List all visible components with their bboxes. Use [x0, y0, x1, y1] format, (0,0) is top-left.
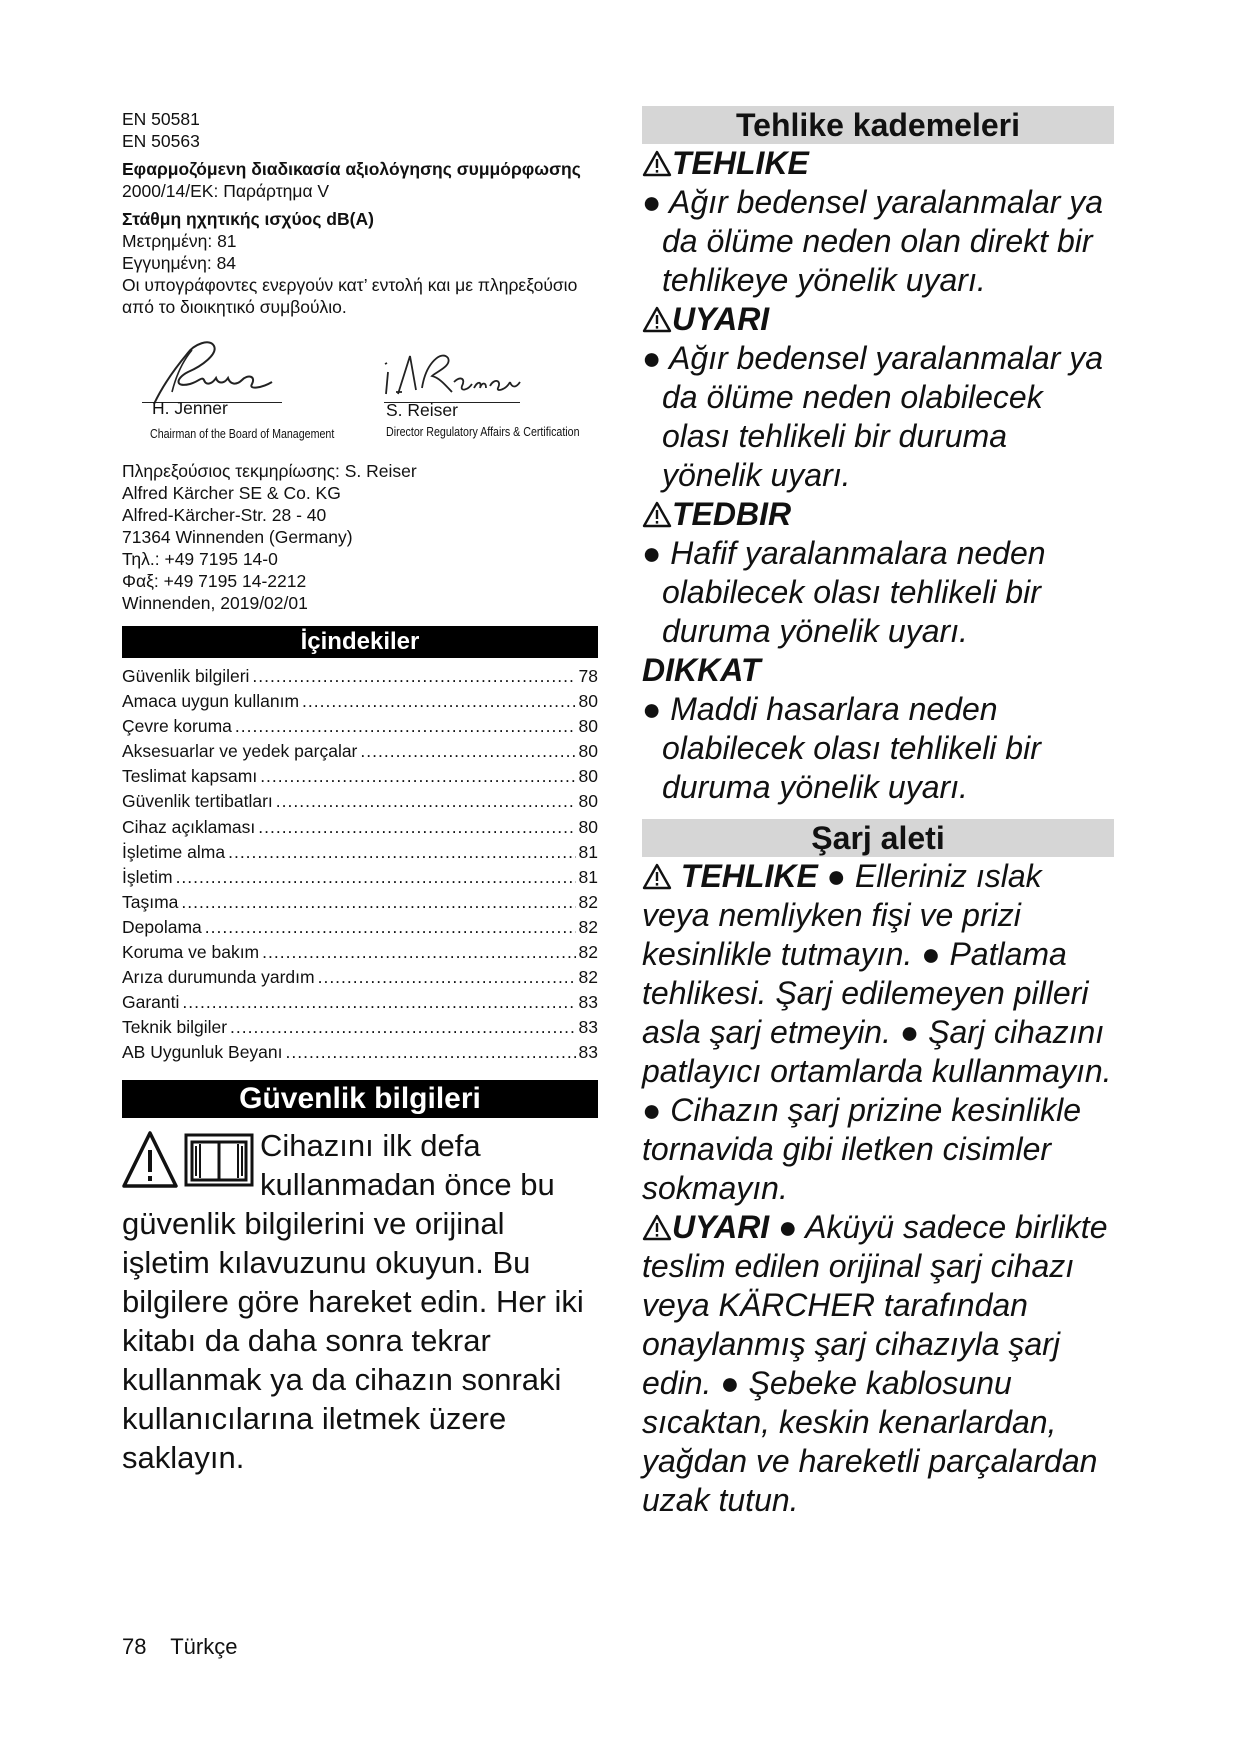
toc-entry-label: Cihaz açıklaması	[122, 816, 256, 837]
toc-leader-dots	[286, 1040, 576, 1065]
charger-warning-label: UYARI	[672, 1209, 770, 1245]
signer-name: H. Jenner	[152, 398, 228, 418]
procedure-heading: Εφαρμοζόμενη διαδικασία αξιολόγησης συμμόρφωσης	[122, 159, 581, 179]
toc-entry[interactable]	[122, 764, 598, 789]
toc-entry[interactable]	[122, 664, 598, 689]
toc-entry[interactable]	[122, 714, 598, 739]
toc-entry-label: Aksesuarlar ve yedek parçalar	[122, 741, 358, 762]
authority-note: Οι υπογράφοντες ενεργούν κατ’ εντολή και με πληρεξούσιο από το διοικητικό συμβούλιο.	[122, 275, 578, 317]
toc-entry[interactable]	[122, 1040, 598, 1065]
toc-entry-label: Güvenlik bilgileri	[122, 666, 250, 686]
toc-entry-label: AB Uygunluk Beyanı	[122, 1042, 283, 1063]
toc-entry-label: İşletim	[122, 866, 173, 887]
toc-entry-label: Taşıma	[122, 891, 179, 912]
toc-entry-page: 80	[578, 716, 598, 737]
toc-leader-dots	[181, 890, 575, 915]
warning-triangle-icon	[642, 863, 672, 890]
signer-name: S. Reiser	[386, 400, 458, 420]
hazard-level-text: Maddi hasarlara neden olabilecek olası tehlikeli bir duruma yönelik uyarı.	[662, 691, 1041, 805]
address-line: Alfred-Kärcher-Str. 28 - 40	[122, 505, 327, 525]
hazard-level-name: TEDBIR	[672, 496, 792, 532]
toc-entry-page: 83	[578, 1042, 598, 1063]
toc-entry[interactable]	[122, 1015, 598, 1040]
toc-entry-page: 82	[578, 916, 598, 937]
toc-entry-page: 78	[578, 666, 598, 686]
standard-line: EN 50563	[122, 131, 200, 151]
toc-leader-dots	[252, 664, 575, 689]
warning-and-manual-icon	[122, 1130, 256, 1190]
charger-warning-text: ● Aküyü sadece birlikte teslim edilen orijinal şarj cihazı veya KÄRCHER tarafından onaylanmış şarj cihazıyla şarj edin. ● Şebeke kablosunu sıcaktan, keskin kenarlardan, yağdan ve hareketli parçalardan uzak tutun.	[642, 1209, 1108, 1518]
hazard-level-description: ● Hafif yaralanmalara neden olabilecek olası tehlikeli bir duruma yönelik uyarı.	[642, 535, 1046, 649]
toc-entry-page: 82	[578, 891, 598, 912]
toc-leader-dots	[360, 739, 575, 764]
hazard-level-description: ● Maddi hasarlara neden olabilecek olası tehlikeli bir duruma yönelik uyarı.	[642, 691, 1041, 805]
toc-entry-page: 83	[578, 1017, 598, 1038]
warning-triangle-icon	[642, 150, 672, 177]
toc-entry[interactable]	[122, 965, 598, 990]
toc-leader-dots	[235, 714, 576, 739]
hazard-level-name: UYARI	[672, 301, 770, 337]
warning-triangle-icon	[642, 306, 672, 333]
toc-leader-dots	[182, 990, 575, 1015]
toc-leader-dots	[260, 764, 575, 789]
toc-entry-page: 83	[578, 992, 598, 1013]
toc-entry[interactable]	[122, 789, 598, 814]
address-line: Φαξ: +49 7195 14-2212	[122, 571, 307, 591]
charger-warning-block	[642, 1208, 1114, 1520]
toc-entry[interactable]	[122, 815, 598, 840]
charger-danger-label-wrap	[642, 858, 818, 894]
toc-entry-page: 82	[578, 942, 598, 963]
address-line: 71364 Winnenden (Germany)	[122, 527, 353, 547]
address-line: Πληρεξούσιος τεκμηρίωσης: S. Reiser	[122, 461, 417, 481]
section-title-charger: Şarj aleti	[642, 819, 1114, 857]
toc-entry-label: Teslimat kapsamı	[122, 766, 258, 787]
procedure-value: 2000/14/ΕΚ: Παράρτημα V	[122, 181, 330, 201]
toc-leader-dots	[302, 689, 575, 714]
toc-entry-label: Depolama	[122, 916, 202, 937]
sound-measured: Μετρημένη: 81	[122, 231, 237, 251]
hazard-level-label	[642, 300, 1114, 339]
hazard-level-name: TEHLIKE	[672, 145, 809, 181]
signer-role: Director Regulatory Affairs & Certification	[386, 424, 580, 439]
toc-leader-dots	[276, 789, 576, 814]
charger-danger-label: TEHLIKE	[680, 858, 818, 894]
toc-entry-page: 80	[578, 741, 598, 762]
toc-entry[interactable]	[122, 915, 598, 940]
warning-triangle-icon	[642, 501, 672, 528]
page-number: 78	[122, 1634, 147, 1659]
toc-entry-label: Çevre koruma	[122, 716, 232, 737]
toc-leader-dots	[262, 940, 575, 965]
section-title-hazard-levels: Tehlike kademeleri	[642, 106, 1114, 144]
footer-language: Türkçe	[170, 1634, 238, 1659]
hazard-level-name: DIKKAT	[642, 652, 761, 688]
hazard-level-description: ● Ağır bedensel yaralanmalar ya da ölüme neden olabilecek olası tehlikeli bir duruma yönelik uyarı.	[642, 340, 1104, 493]
hazard-level-description: ● Ağır bedensel yaralanmalar ya da ölüme neden olan direkt bir tehlikeye yönelik uyarı.	[642, 184, 1104, 298]
toc-entry[interactable]	[122, 890, 598, 915]
toc-entry-page: 81	[578, 866, 598, 887]
standard-line: EN 50581	[122, 109, 200, 129]
charger-warning-label-wrap	[642, 1209, 769, 1245]
toc-leader-dots	[228, 840, 575, 865]
toc-entry-page: 82	[578, 967, 598, 988]
toc-entry[interactable]	[122, 689, 598, 714]
toc-leader-dots	[176, 865, 576, 890]
safety-intro	[122, 1126, 598, 1477]
toc-entry-label: Amaca uygun kullanım	[122, 691, 300, 712]
address-line: Τηλ.: +49 7195 14-0	[122, 549, 278, 569]
table-of-contents	[122, 664, 598, 1066]
toc-entry[interactable]	[122, 840, 598, 865]
toc-entry-page: 80	[578, 691, 598, 712]
hazard-level-label	[642, 495, 1114, 534]
charger-danger-block	[642, 857, 1114, 1208]
sound-guaranteed: Εγγυημένη: 84	[122, 253, 237, 273]
standards-list	[122, 108, 598, 152]
warning-triangle-icon	[642, 1214, 672, 1241]
toc-leader-dots	[258, 815, 575, 840]
section-title-safety: Güvenlik bilgileri	[122, 1080, 598, 1118]
toc-entry[interactable]	[122, 739, 598, 764]
toc-entry-page: 81	[578, 841, 598, 862]
toc-entry-label: Garanti	[122, 992, 180, 1013]
address-block	[122, 460, 598, 614]
hazard-level-label	[642, 651, 1114, 690]
toc-entry-page: 80	[578, 791, 598, 812]
hazard-level-text: Ağır bedensel yaralanmalar ya da ölüme neden olabilecek olası tehlikeli bir duruma yönelik uyarı.	[662, 340, 1104, 493]
hazard-level-label	[642, 144, 1114, 183]
toc-entry[interactable]	[122, 940, 598, 965]
toc-entry[interactable]	[122, 865, 598, 890]
toc-entry-label: Koruma ve bakım	[122, 942, 260, 963]
toc-title: İçindekiler	[122, 626, 598, 658]
signature-reiser	[382, 342, 522, 402]
signer-role: Chairman of the Board of Management	[150, 426, 335, 441]
toc-entry-page: 80	[578, 816, 598, 837]
right-column	[642, 106, 1114, 1520]
toc-entry-page: 80	[578, 766, 598, 787]
address-line: Winnenden, 2019/02/01	[122, 593, 308, 613]
signature-block	[122, 332, 598, 460]
left-column	[122, 108, 598, 1477]
toc-entry-label: Güvenlik tertibatları	[122, 791, 273, 812]
hazard-levels	[642, 144, 1114, 807]
charger-danger-text: ● Elleriniz ıslak veya nemliyken fişi ve prizi kesinlikle tutmayın. ● Patlama tehlikesi. Şarj edilemeyen pilleri asla şarj etmeyin. ● Şarj cihazını patlayıcı ortamlarda kullanmayın. ● Cihazın şarj prizine kesinlikle tornavida gibi iletken cisimler sokmayın.	[642, 858, 1112, 1206]
page-footer	[122, 1634, 255, 1660]
toc-leader-dots	[230, 1015, 575, 1040]
toc-entry[interactable]	[122, 990, 598, 1015]
hazard-level-text: Hafif yaralanmalara neden olabilecek olası tehlikeli bir duruma yönelik uyarı.	[662, 535, 1046, 649]
toc-leader-dots	[205, 915, 576, 940]
safety-intro-text: Cihazını ilk defa kullanmadan önce bu güvenlik bilgilerini ve orijinal işletim kılavuzunu okuyun. Bu bilgilere göre hareket edin. Her iki kitabı da daha sonra tekrar kullanmak ya da cihazın sonraki kullanıcılarına iletmek üzere saklayın.	[122, 1127, 584, 1475]
toc-leader-dots	[318, 965, 576, 990]
address-line: Alfred Kärcher SE & Co. KG	[122, 483, 341, 503]
toc-entry-label: Arıza durumunda yardım	[122, 967, 315, 988]
toc-entry-label: Teknik bilgiler	[122, 1017, 228, 1038]
sound-heading: Στάθμη ηχητικής ισχύος dB(A)	[122, 209, 374, 229]
hazard-level-text: Ağır bedensel yaralanmalar ya da ölüme neden olan direkt bir tehlikeye yönelik uyarı.	[662, 184, 1104, 298]
toc-entry-label: İşletime alma	[122, 841, 226, 862]
